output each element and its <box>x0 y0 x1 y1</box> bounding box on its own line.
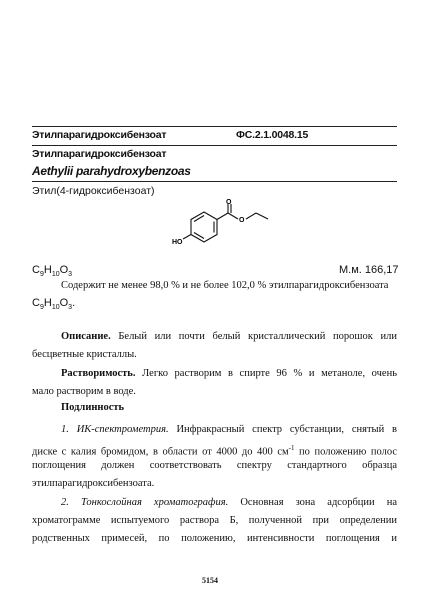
content-formula-h-count: 10 <box>51 304 60 312</box>
monograph-title: Этилпарагидроксибензоат <box>32 129 167 141</box>
formula-c: C <box>32 264 40 276</box>
ir-line4: этилпарагидроксибензоата. <box>32 478 155 489</box>
ir-text-2a: диске с калия бромидом, в области от 4000 до 400 см <box>32 446 289 458</box>
chemical-name: Этил(4-гидроксибензоат) <box>32 185 155 197</box>
description-line2: бесцветные кристаллы. <box>32 349 137 360</box>
identity-heading: Подлинность <box>61 402 125 413</box>
tlc-line2: хроматограмме испытуемого раствора Б, полученной при определении <box>32 515 397 526</box>
ir-label: 1. ИК-спектрометрия. <box>61 424 169 435</box>
molar-mass: М.м. 166,17 <box>339 264 399 276</box>
formula-o: O <box>59 264 69 276</box>
tlc-text-1: Основная зона адсорбции на <box>240 497 397 508</box>
content-formula <box>32 297 75 311</box>
description-text-1: Белый или почти белый кристаллический порошок или <box>118 331 397 342</box>
formula-o-count: 3 <box>68 271 73 279</box>
description-line1 <box>32 328 397 346</box>
description-label: Описание. <box>61 331 111 342</box>
fs-number: ФС.2.1.0048.15 <box>236 129 309 141</box>
structure-diagram <box>168 198 288 258</box>
solubility-text-1: Легко растворим в спирте 96 % и метаноле, очень <box>142 368 398 379</box>
monograph-subtitle: Этилпарагидроксибензоат <box>32 148 167 160</box>
formula-c-count: 9 <box>39 271 44 279</box>
solubility-line1 <box>32 365 397 383</box>
solubility-label: Растворимость. <box>61 368 136 379</box>
header-rule-bottom <box>32 181 397 182</box>
tlc-label: 2. Тонкослойная хроматография. <box>61 497 229 508</box>
ir-superscript: -1 <box>288 444 295 452</box>
ir-text-1: Инфракрасный спектр субстанции, снятый в <box>176 424 398 435</box>
ir-line3: поглощения должен соответствовать спектру стандартного образца <box>32 460 397 471</box>
header-rule-mid <box>32 145 397 146</box>
ir-text-2b: по положению полос <box>294 446 397 458</box>
ester-oxygen-label: O <box>239 217 245 224</box>
content-formula-o-count: 3 <box>68 304 73 312</box>
content-formula-h: H <box>43 297 52 309</box>
content-formula-c-count: 9 <box>39 304 44 312</box>
ho-label: HO <box>172 239 183 246</box>
molecular-formula <box>32 264 72 278</box>
formula-h: H <box>43 264 52 276</box>
tlc-line3: родственных примесей, по положению, интенсивности поглощения и <box>32 533 397 544</box>
tlc-line1 <box>32 494 397 512</box>
ir-line1 <box>32 421 397 439</box>
formula-h-count: 10 <box>51 271 60 279</box>
page-number: 5154 <box>202 576 218 585</box>
solubility-line2: мало растворим в воде. <box>32 386 136 397</box>
latin-title: Aethylii parahydroxybenzoas <box>32 164 191 178</box>
content-formula-o: O <box>59 297 69 309</box>
header-rule-top <box>32 126 397 127</box>
content-formula-c: C <box>32 297 40 309</box>
content-formula-period: . <box>72 297 76 309</box>
content-line: Содержит не менее 98,0 % и не более 102,0 % этилпарагидроксибензоата <box>61 280 389 291</box>
carbonyl-oxygen-label: O <box>226 199 232 206</box>
